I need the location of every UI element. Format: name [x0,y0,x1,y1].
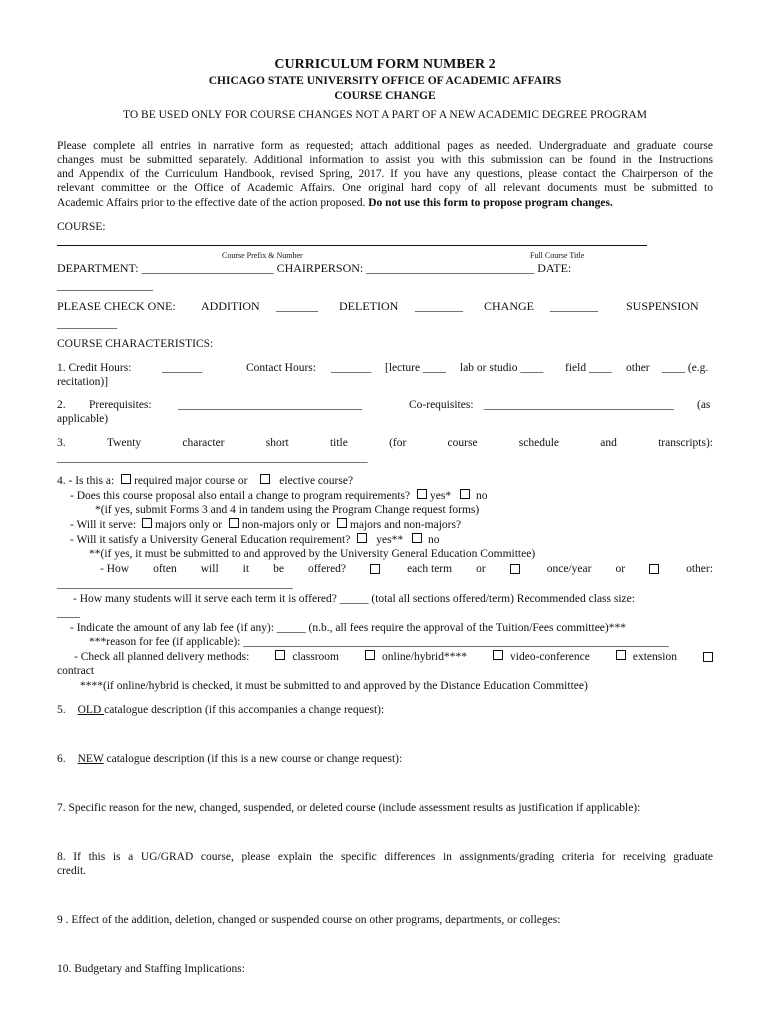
intro-line-3: and Appendix of the Curriculum Handbook, revised Spring, 2017. If you have any questions, please contact the Chairperson of the [57,168,713,180]
online-hybrid-note: ****(if online/hybrid is checked, it must be submitted to and approved by the Distance Education Committee) [80,680,588,692]
frequency-other-blank[interactable]: _________________________________________ [57,578,293,590]
gen-ed-note: **(if yes, it must be submitted to and approved by the University General Education Committee) [89,548,536,560]
suspension-blank[interactable]: __________ [57,316,117,330]
gen-ed-yes-checkbox[interactable] [357,533,367,543]
course-label: COURSE: [57,221,106,233]
corequisites-label: Co-requisites: [409,399,474,411]
as-applicable-end: applicable) [57,413,109,425]
item-8-credit: credit. [57,865,87,877]
extension-checkbox[interactable] [616,650,626,660]
addition-blank[interactable]: _______ [276,299,318,313]
prerequisites-blank[interactable]: ________________________________ [178,399,362,411]
delivery-methods-line: - Check all planned delivery methods: classroom online/hybrid**** video-conference extension [74,650,713,664]
other-frequency-checkbox[interactable] [649,564,659,574]
deletion-option: DELETION [339,299,399,313]
form-title: CURRICULUM FORM NUMBER 2 [274,57,496,72]
other-hours-blank[interactable]: ____ (e.g. [662,362,709,374]
short-title-line: 3. Twenty character short title (for course schedule and transcripts): [57,437,713,449]
credit-hours-blank[interactable]: _______ [162,362,203,374]
intro-line-5: Academic Affairs prior to the effective date of the action proposed. Do not use this form to propose program changes. [57,197,613,209]
intro-line-4: relevant committee or the Office of Academic Affairs. One original hard copy of all relevant documents must be submitted to [57,182,713,194]
enrollment-line[interactable]: - How many students will it serve each term it is offered? _____ (total all sections offered/term) Recommended class size: [73,593,635,605]
lecture-hours[interactable]: [lecture ____ [385,362,446,374]
credit-hours-label: 1. Credit Hours: [57,362,132,374]
non-majors-only-checkbox[interactable] [229,518,239,528]
class-size-blank[interactable]: ____ [57,607,80,619]
intro-line-1: Please complete all entries in narrative form as requested; attach additional pages as needed. Undergraduate and graduate course [57,140,713,152]
fee-reason-blank[interactable]: __________________________________________________________________________ [243,636,669,648]
date-blank[interactable]: ________________ [57,278,153,292]
elective-checkbox[interactable] [260,474,270,484]
lab-fee-line[interactable]: - Indicate the amount of any lab fee (if any): _____ (n.b., all fees require the approval of the Tuition/Fees committee)*** [70,622,626,634]
course-title-caption: Full Course Title [530,251,585,260]
department-chair-date-line[interactable]: DEPARTMENT: ______________________ CHAIRPERSON: ____________________________ DATE: [57,261,572,275]
contact-hours-label: Contact Hours: [246,362,316,374]
item-2-number: 2. [57,399,66,411]
majors-only-checkbox[interactable] [142,518,152,528]
suspension-option: SUSPENSION [626,299,699,313]
lab-studio-hours[interactable]: lab or studio ____ [460,362,544,374]
course-input-line[interactable] [57,245,647,246]
contract-label: contract [57,665,95,677]
item-10-budget: 10. Budgetary and Staffing Implications: [57,963,245,975]
program-change-no-checkbox[interactable] [460,489,470,499]
change-option: CHANGE [484,299,534,313]
fee-reason-line: ***reason for fee (if applicable): __________________________________________________________________________ [89,636,669,648]
contract-checkbox[interactable] [703,652,713,662]
program-change-note: *(if yes, submit Forms 3 and 4 in tandem using the Program Change request forms) [95,504,480,516]
frequency-line: - How often will it be offered? each term or once/year or other: [100,563,713,575]
program-change-yes-checkbox[interactable] [417,489,427,499]
item-8-ug-grad-line: 8. If this is a UG/GRAD course, please explain the specific differences in assignments/grading criteria for receiving graduate [57,851,713,863]
required-major-checkbox[interactable] [121,474,131,484]
check-one-label: PLEASE CHECK ONE: [57,299,176,313]
video-conference-checkbox[interactable] [493,650,503,660]
item-5-old-description: 5. OLD catalogue description (if this accompanies a change request): [57,704,385,716]
program-change-line: - Does this course proposal also entail a change to program requirements? yes* no [70,490,488,502]
form-subtitle: COURSE CHANGE [334,90,436,102]
majors-and-non-majors-checkbox[interactable] [337,518,347,528]
prerequisites-label: Prerequisites: [89,399,152,411]
usage-notice: TO BE USED ONLY FOR COURSE CHANGES NOT A PART OF A NEW ACADEMIC DEGREE PROGRAM [123,109,647,121]
gen-ed-no-checkbox[interactable] [412,533,422,543]
university-office: CHICAGO STATE UNIVERSITY OFFICE OF ACADEMIC AFFAIRS [208,75,562,87]
item-7-specific-reason: 7. Specific reason for the new, changed, suspended, or deleted course (include assessment results as justification if applicable): [57,802,641,814]
contact-hours-blank[interactable]: _______ [331,362,372,374]
course-prefix-caption: Course Prefix & Number [222,251,303,260]
item-9-effect: 9 . Effect of the addition, deletion, changed or suspended course on other programs, departments, or colleges: [57,914,561,926]
course-type-line: 4. - Is this a: required major course or elective course? [57,475,354,487]
gen-ed-line: - Will it satisfy a University General Education requirement? yes** no [70,534,440,546]
field-hours[interactable]: field ____ [565,362,612,374]
online-hybrid-checkbox[interactable] [365,650,375,660]
course-characteristics-heading: COURSE CHARACTERISTICS: [57,338,214,350]
short-title-blank[interactable]: ______________________________________________________ [57,452,368,464]
classroom-checkbox[interactable] [275,650,285,660]
addition-option: ADDITION [201,299,260,313]
audience-line: - Will it serve: majors only or non-majors only or majors and non-majors? [70,519,462,531]
once-year-checkbox[interactable] [510,564,520,574]
deletion-blank[interactable]: ________ [415,299,463,313]
other-hours-label: other [626,362,650,374]
as-applicable-start: (as [697,399,711,411]
intro-line-2: changes must be submitted separately. Additional information to assist you with this submission can be found in the Instructions [57,154,713,166]
recitation-note: recitation)] [57,376,109,388]
each-term-checkbox[interactable] [370,564,380,574]
corequisites-blank[interactable]: _________________________________ [484,399,674,411]
program-change-warning: Do not use this form to propose program changes. [368,197,613,209]
change-blank[interactable]: ________ [550,299,598,313]
item-6-new-description: 6. NEW catalogue description (if this is a new course or change request): [57,753,403,765]
